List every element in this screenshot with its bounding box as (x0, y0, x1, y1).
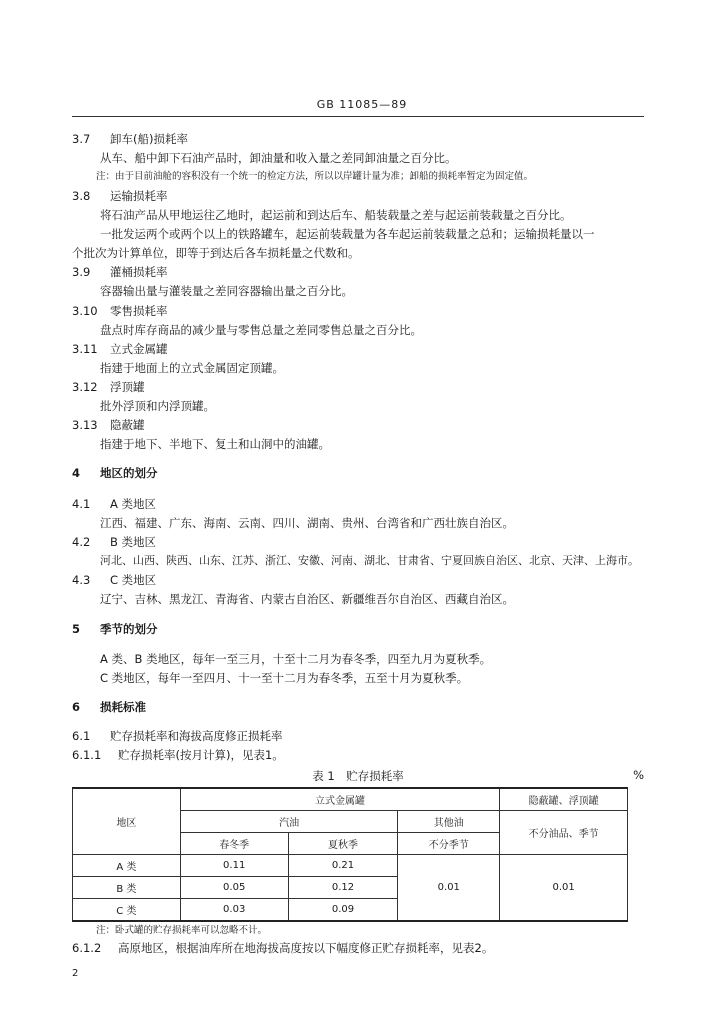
section-5-body-2: C 类地区，每年一至四月、十一至十二月为春冬季，五至十月为夏秋季。 (100, 671, 469, 685)
header-gasoline: 汽油 (180, 811, 398, 833)
section-4-1-heading: 4.1 A 类地区 (72, 497, 157, 511)
section-3-13-body: 指建于地下、半地下、复土和山洞中的油罐。 (100, 437, 330, 451)
cell-summer: 0.21 (288, 855, 398, 877)
section-3-8-body-1: 将石油产品从甲地运往乙地时，起运前和到达后车、船装载量之差与起运前装载量之百分比。 (100, 208, 572, 222)
cell-region: C 类 (73, 899, 181, 922)
section-4-1-body: 江西、福建、广东、海南、云南、四川、湖南、贵州、台湾省和广西壮族自治区。 (100, 516, 514, 530)
header-spring-winter: 春冬季 (180, 833, 288, 855)
section-6-1-1-heading: 6.1.1 贮存损耗率(按月计算)，见表1。 (72, 748, 284, 762)
section-4-3-heading: 4.3 C 类地区 (72, 573, 157, 587)
header-no-season: 不分季节 (398, 833, 500, 855)
cell-region: A 类 (73, 855, 181, 877)
header-hidden-tank: 隐蔽罐、浮顶罐 (500, 788, 628, 811)
section-3-12-body: 批外浮顶和内浮顶罐。 (100, 399, 215, 413)
section-4-heading: 4 地区的划分 (72, 466, 158, 480)
section-5-heading: 5 季节的划分 (72, 622, 158, 636)
table-1-unit: % (633, 768, 644, 782)
cell-region: B 类 (73, 877, 181, 899)
section-3-7-note: 注：由于目前油舱的容积没有一个统一的检定方法，所以以岸罐计量为准；卸船的损耗率暂定为固定值。 (96, 171, 534, 182)
page-number: 2 (72, 968, 79, 979)
cell-spring: 0.11 (180, 855, 288, 877)
cell-spring: 0.03 (180, 899, 288, 922)
table-row (73, 855, 628, 877)
section-4-3-body: 辽宁、吉林、黑龙江、青海省、内蒙古自治区、新疆维吾尔自治区、西藏自治区。 (100, 592, 514, 606)
storage-loss-table (72, 787, 628, 922)
header-summer-autumn: 夏秋季 (288, 833, 398, 855)
header-vertical-tank: 立式金属罐 (180, 788, 499, 811)
header-no-oil-season: 不分油品、季节 (500, 811, 628, 855)
cell-other-oil: 0.01 (398, 855, 500, 922)
cell-summer: 0.09 (288, 899, 398, 922)
section-3-7-heading: 3.7 卸车(船)损耗率 (72, 132, 188, 146)
cell-summer: 0.12 (288, 877, 398, 899)
section-3-8-heading: 3.8 运输损耗率 (72, 189, 168, 203)
section-4-2-heading: 4.2 B 类地区 (72, 535, 157, 549)
section-6-1-2-heading: 6.1.2 高原地区，根据油库所在地海拔高度按以下幅度修正贮存损耗率，见表2。 (72, 941, 494, 955)
cell-spring: 0.05 (180, 877, 288, 899)
section-3-7-body: 从车、船中卸下石油产品时，卸油量和收入量之差同卸油量之百分比。 (100, 151, 457, 165)
table-1-note: 注：卧式罐的贮存损耗率可以忽略不计。 (96, 925, 268, 936)
section-4-2-body: 河北、山西、陕西、山东、江苏、浙江、安徽、河南、湖北、甘肃省、宁夏回族自治区、北京、天津、上海市。 (100, 554, 639, 567)
section-3-8-body-3: 个批次为计算单位，即等于到达后各车损耗量之代数和。 (72, 246, 360, 260)
section-3-11-body: 指建于地面上的立式金属固定顶罐。 (100, 361, 284, 375)
section-3-11-heading: 3.11 立式金属罐 (72, 342, 168, 356)
section-3-8-body-2: 一批发运两个或两个以上的铁路罐车，起运前装载量为各车起运前装载量之总和；运输损耗量以一 (100, 227, 595, 241)
section-6-heading: 6 损耗标准 (72, 700, 146, 714)
section-3-13-heading: 3.13 隐蔽罐 (72, 418, 145, 432)
section-6-1-heading: 6.1 贮存损耗率和海拔高度修正损耗率 (72, 729, 283, 743)
section-3-12-heading: 3.12 浮顶罐 (72, 380, 145, 394)
header-other-oil: 其他油 (398, 811, 500, 833)
section-3-10-body: 盘点时库存商品的减少量与零售总量之差同零售总量之百分比。 (100, 323, 422, 337)
standard-header: GB 11085—89 (316, 98, 408, 111)
table-1-caption: 表 1 贮存损耗率 (312, 769, 404, 783)
header-region: 地区 (73, 788, 181, 855)
section-3-9-heading: 3.9 灌桶损耗率 (72, 265, 168, 279)
section-5-body-1: A 类、B 类地区，每年一至三月，十至十二月为春冬季，四至九月为夏秋季。 (100, 652, 492, 666)
section-3-10-heading: 3.10 零售损耗率 (72, 304, 168, 318)
section-3-9-body: 容器输出量与灌装量之差同容器输出量之百分比。 (100, 284, 353, 298)
header-rule (72, 116, 644, 117)
cell-hidden-tank: 0.01 (500, 855, 628, 922)
